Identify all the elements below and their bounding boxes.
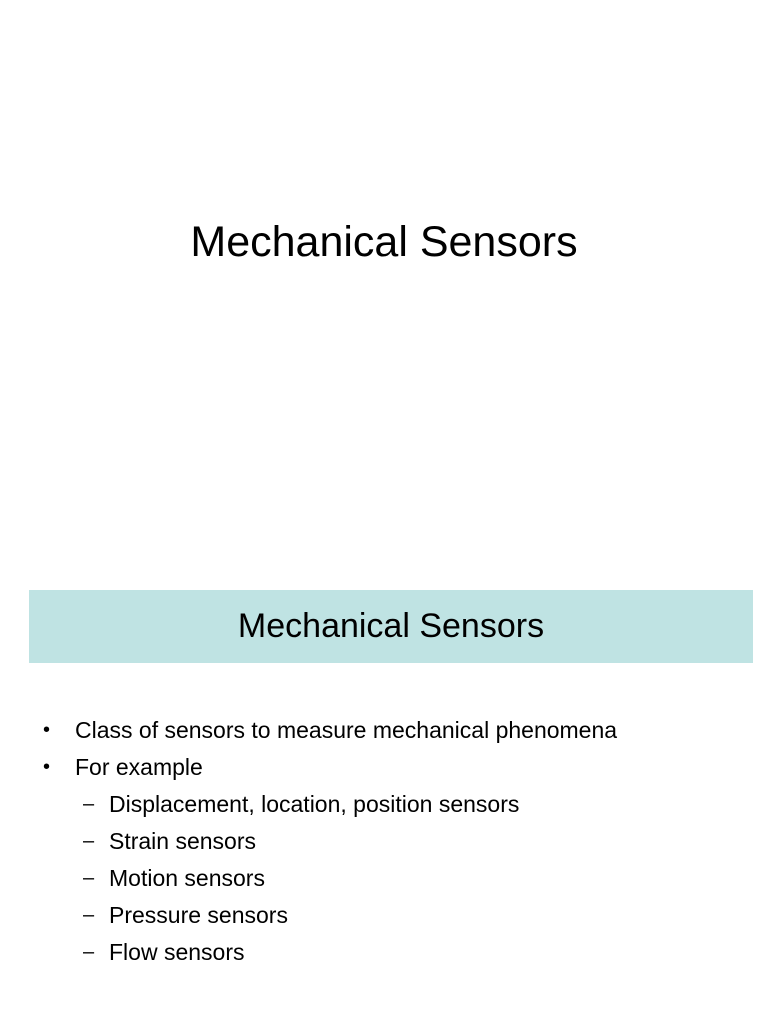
sub-bullet-marker: – (83, 867, 95, 889)
sub-bullet-text: Displacement, location, position sensors (109, 791, 520, 817)
sub-bullet-marker: – (83, 941, 95, 963)
bullet-item (0, 712, 768, 749)
sub-bullet-marker: – (83, 904, 95, 926)
sub-bullet-text: Strain sensors (109, 828, 257, 854)
sub-bullet-marker: – (83, 830, 95, 852)
sub-bullet-item (0, 860, 768, 897)
sub-bullet-text: Motion sensors (109, 865, 265, 891)
bullet-marker: • (43, 756, 51, 778)
bullet-marker: • (43, 719, 51, 741)
bullet-list (0, 712, 768, 971)
bullet-text: Class of sensors to measure mechanical phenomena (75, 717, 618, 743)
title-band (29, 590, 753, 663)
slide-heading: Mechanical Sensors (237, 607, 545, 645)
sub-bullet-item (0, 823, 768, 860)
slide-title: Mechanical Sensors (190, 218, 578, 266)
sub-bullet-item (0, 897, 768, 934)
sub-bullet-item (0, 786, 768, 823)
sub-bullet-text: Flow sensors (109, 939, 245, 965)
sub-bullet-item (0, 934, 768, 971)
sub-bullet-text: Pressure sensors (109, 902, 288, 928)
sub-bullet-marker: – (83, 793, 95, 815)
bullet-item (0, 749, 768, 786)
bullet-text: For example (75, 754, 203, 780)
